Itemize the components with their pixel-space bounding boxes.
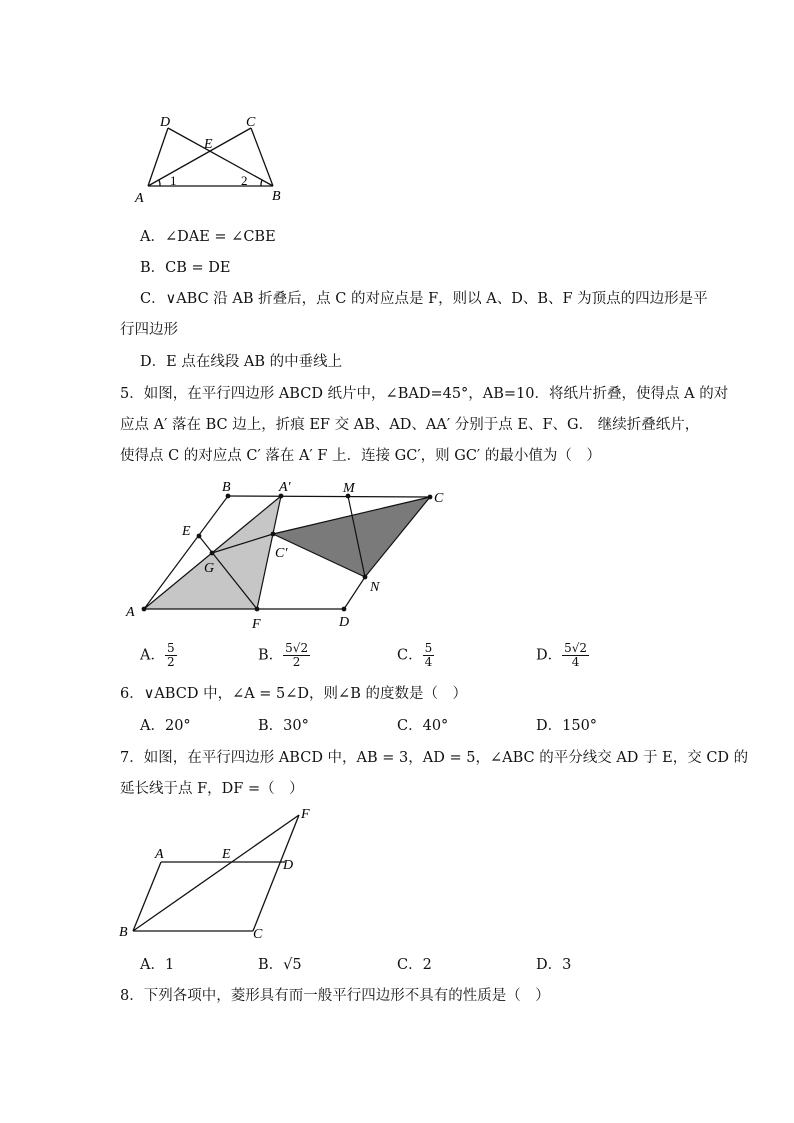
q6-option-c: C．40° bbox=[397, 718, 449, 734]
fig3-label-f: F bbox=[301, 807, 310, 822]
q5-option-d-letter: D． bbox=[536, 647, 563, 664]
fig2-label-a: A bbox=[126, 605, 135, 620]
fraction-numerator: 5 bbox=[424, 641, 433, 655]
fig1-angle-1: 1 bbox=[170, 173, 177, 188]
fig2-label-c: C bbox=[434, 491, 444, 506]
fig1-angle-2: 2 bbox=[241, 173, 248, 188]
q7-option-b: B．√5 bbox=[258, 957, 302, 973]
fig3-label-d: D bbox=[283, 858, 294, 873]
q5-option-c-fraction bbox=[423, 642, 435, 669]
q5-option-a bbox=[140, 642, 177, 669]
fig2-label-c-prime: C′ bbox=[275, 546, 288, 561]
q4-option-b: B．CB = DE bbox=[140, 260, 231, 276]
fraction-denominator: 4 bbox=[571, 655, 580, 669]
figure-trapezoid bbox=[130, 110, 290, 210]
q4-option-d: D．E 点在线段 AB 的中垂线上 bbox=[140, 354, 343, 370]
q6-stem: 6．∨ABCD 中，∠A = 5∠D，则∠B 的度数是（ ） bbox=[120, 686, 467, 702]
fig1-label-e: E bbox=[204, 137, 213, 152]
fig2-label-a-prime: A′ bbox=[279, 480, 291, 495]
fig2-label-m: M bbox=[343, 481, 355, 496]
q5-option-b bbox=[258, 642, 310, 669]
fig3-label-b: B bbox=[119, 925, 128, 940]
q5-option-a-letter: A． bbox=[140, 647, 165, 664]
q7-option-d: D．3 bbox=[536, 957, 572, 973]
fig1-label-d: D bbox=[160, 115, 171, 130]
q7-option-c: C．2 bbox=[397, 957, 432, 973]
fraction-denominator: 2 bbox=[292, 655, 301, 669]
q5-option-c bbox=[397, 642, 434, 669]
q7-option-a: A．1 bbox=[140, 957, 175, 973]
fraction-numerator: 5√2 bbox=[285, 641, 309, 655]
q5-stem-line2: 应点 A′ 落在 BC 边上，折痕 EF 交 AB、AD、AA′ 分别于点 E、F、G． 继续折叠纸片， bbox=[120, 417, 700, 433]
fig3-label-e: E bbox=[222, 847, 231, 862]
fig1-label-c: C bbox=[246, 115, 256, 130]
fig2-label-e: E bbox=[182, 524, 191, 539]
q7-stem-line1: 7．如图，在平行四边形 ABCD 中，AB = 3，AD = 5，∠ABC 的平分线交 AD 于 E，交 CD 的 bbox=[120, 750, 749, 766]
q5-option-d bbox=[536, 642, 589, 669]
fig3-label-a: A bbox=[155, 847, 164, 862]
fig2-label-d: D bbox=[339, 615, 350, 630]
q5-option-b-letter: B． bbox=[258, 647, 284, 664]
fig3-label-c: C bbox=[253, 927, 263, 942]
q5-stem-line3: 使得点 C 的对应点 C′ 落在 A′ F 上．连接 GC′，则 GC′ 的最小值为（ ） bbox=[120, 448, 601, 464]
q5-option-b-fraction bbox=[283, 642, 310, 669]
q6-option-d: D．150° bbox=[536, 718, 598, 734]
q6-option-a: A．20° bbox=[140, 718, 191, 734]
fig1-label-a: A bbox=[135, 191, 144, 206]
fraction-denominator: 4 bbox=[424, 655, 433, 669]
fig1-label-b: B bbox=[272, 189, 281, 204]
fig2-label-g: G bbox=[204, 561, 215, 576]
q8-stem: 8．下列各项中，菱形具有而一般平行四边形不具有的性质是（ ） bbox=[120, 988, 550, 1004]
q4-option-c-line2: 行四边形 bbox=[120, 322, 178, 338]
fraction-denominator: 2 bbox=[166, 655, 175, 669]
fraction-numerator: 5 bbox=[166, 641, 175, 655]
q5-stem-line1: 5．如图，在平行四边形 ABCD 纸片中，∠BAD=45°，AB=10．将纸片折叠，使得点 A 的对 bbox=[120, 386, 729, 402]
q4-option-a: A．∠DAE = ∠CBE bbox=[140, 229, 276, 245]
q5-option-c-letter: C． bbox=[397, 647, 423, 664]
q5-option-d-fraction bbox=[562, 642, 589, 669]
q6-option-b: B．30° bbox=[258, 718, 309, 734]
fig2-label-f: F bbox=[252, 617, 261, 632]
q5-option-a-fraction bbox=[165, 642, 177, 669]
fig2-label-b: B bbox=[222, 480, 231, 495]
q4-option-c-line1: C．∨ABC 沿 AB 折叠后，点 C 的对应点是 F，则以 A、D、B、F 为顶点的四边形是平 bbox=[140, 291, 708, 307]
fig2-label-n: N bbox=[370, 580, 380, 595]
figure-folding-parallelogram bbox=[118, 472, 458, 632]
fraction-numerator: 5√2 bbox=[564, 641, 588, 655]
q7-stem-line2: 延长线于点 F，DF =（ ） bbox=[120, 781, 304, 797]
figure-parallelogram-bisector bbox=[115, 800, 325, 945]
